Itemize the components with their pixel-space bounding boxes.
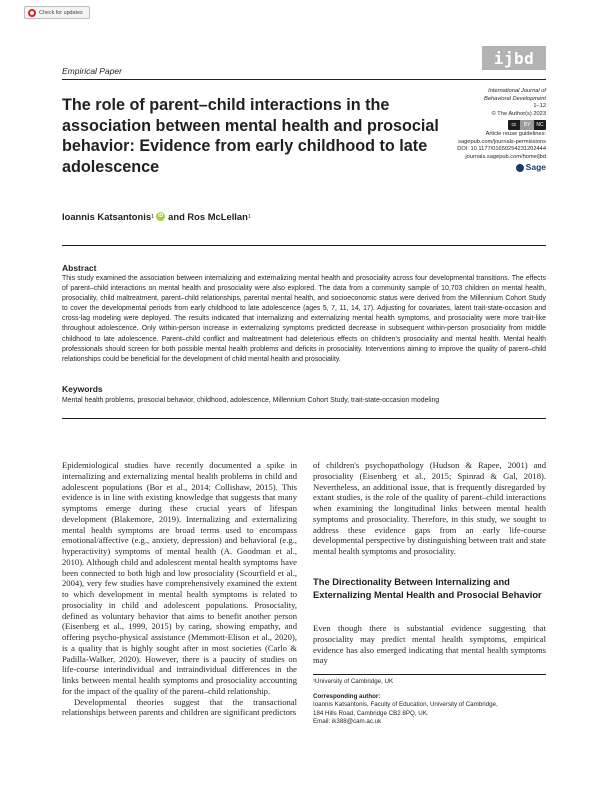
keywords-text: Mental health problems, prosocial behavior, childhood, adolescence, Millennium Cohort Study, trait-state-occasion modeling <box>62 397 440 404</box>
keywords-heading: Keywords <box>62 384 103 394</box>
corresponding-author-address: 184 Hills Road, Cambridge CB2 8PQ, UK. <box>313 709 429 717</box>
check-updates-label: Check for updates <box>39 9 83 16</box>
corresponding-author-email[interactable]: Email: ik388@cam.ac.uk <box>313 718 382 725</box>
author-1-affiliation: 1 <box>151 213 155 220</box>
footnotes <box>313 678 546 727</box>
doi[interactable]: DOI: 10.1177/01650254231202444 <box>457 146 546 153</box>
corresponding-author-line: Ioannis Katsantonis, Faculty of Education, University of Cambridge, <box>313 701 498 708</box>
journal-logo: ijbd <box>482 46 546 70</box>
article-meta <box>426 88 546 175</box>
cc-nc-icon-part: NC <box>534 120 546 130</box>
cc-icon-part: cc <box>508 120 520 130</box>
body-paragraph: of children's psychopathology (Hudson & Rapee, 2001) and prosociality (Eisenberg et al., 2015; Spinrad & Gal, 2018). Nevertheless, an additional issue, that is frequently disregarded by extant studies, is the role of the quality of parent–child interactions when examining the longitudinal links between mental health symptoms and prosociality. Therefore, in this study, we sought to address these evidence gaps from an early life-course developmental perspective by distinguishing between trait and state mental health symptoms and prosociality. <box>313 460 546 556</box>
section-heading: The Directionality Between Internalizing and Externalizing Mental Health and Prosocial Behavior <box>313 576 542 600</box>
author-2[interactable]: and Ros McLellan <box>168 211 248 222</box>
abstract-heading: Abstract <box>62 263 97 273</box>
author-line <box>62 211 251 222</box>
author-divider <box>62 245 546 246</box>
sage-logo <box>516 161 546 172</box>
footnote-divider <box>313 674 546 675</box>
sage-logo-text: Sage <box>525 161 546 172</box>
journal-name-line2: Behavioral Development <box>484 95 546 102</box>
check-for-updates-button[interactable] <box>24 6 90 19</box>
body-paragraph: Epidemiological studies have recently documented a spike in internalizing and externalizing mental health problems in child and adolescent populations (Bor et al., 2014; Collishaw, 2015). This evidence is in line with existing knowledge that suggests that many symptoms emerge during these crucial years of lifespan development (Blakemore, 2019). Internalizing and externalizing mental health symptoms are broad terms used to encompass emotional/affective (e.g., anxiety, depression) and behavioral (e.g., hyperactivity) symptoms of mental health (A. Goodman et al., 2010). Although child and adolescent mental health symptoms have been connected to both high and low prosociality (Scourfield et al., 2004), very few studies have comprehensively examined the extent to which development in mental health symptoms is related to prosociality in child and adolescent populations. Prosociality, defined as voluntary behavior that aims to benefit another person (Eisenberg et al., 1999, 2015) by caring, showing empathy, and offering psycho-physical assistance (Memmott-Elison et al., 2020), is a quality that is highly sought after in most societies (Carlo & Padilla-Walker, 2020). However, there is a paucity of studies on life-course interindividual and intraindividual differences in the links between mental health symptoms and prosociality accounting for the impact of the quality of the parent–child relationship. <box>62 460 297 696</box>
body-paragraph: Developmental theories suggest that the transactional relationships between parents and children are significant predictors <box>62 696 297 718</box>
body-paragraph: Even though there is substantial evidence suggesting that prosociality may predict mental health symptoms, empirical evidence has also emerged indicating that mental health symptoms may <box>313 623 546 666</box>
cc-license-icon[interactable] <box>508 120 546 130</box>
author-2-affiliation: 1 <box>247 213 251 220</box>
check-updates-icon <box>28 9 36 17</box>
corresponding-author-heading: Corresponding author: <box>313 692 381 700</box>
cc-by-icon-part: BY <box>520 120 534 130</box>
journal-name-line1: International Journal of <box>488 88 546 94</box>
header-divider <box>62 79 546 80</box>
journal-url[interactable]: journals.sagepub.com/home/jbd <box>465 153 546 160</box>
article-title: The role of parent–child interactions in the association between mental health and prosocial behavior: Evidence from early childhood to late adolescence <box>62 96 439 176</box>
copyright: © The Author(s) 2023 <box>491 111 546 118</box>
abstract-text: This study examined the association between internalizing and externalizing mental health and prosociality across four developmental transitions. The effects of parent–child interactions on mental health and prosociality were also explored. The data from a community sample of 10,703 children on mental health, prosociality, child maltreatment, parent–child relationships, parental mental health, and socioeconomic status were derived from the Millennium Cohort Study to cover the developmental periods from early childhood to late adolescence (ages 5, 7, 11, 14, 17). Adjusting for covariates, latent trait-state-occasion and cross-lag modeling were deployed. The results indicated that internalizing and externalizing mental health symptoms, and prosociality were more trait-like throughout adolescence. Only within-person increase in externalizing symptoms predicted decrease in subsequent within-person prosociality from middle childhood to late adolescence. Parent–child conflict and maltreatment had deleterious effects on children's prosociality and mental health. Mental health professionals should screen for both possible mental health problems and deficits in prosociality. Interventions aiming to improve the quality of parent–child relationships could be beneficial for the development of child mental health and prosociality. <box>62 275 546 363</box>
author-1[interactable]: Ioannis Katsantonis <box>62 211 152 222</box>
page-range: 1–12 <box>533 103 546 110</box>
body-column-right-lower <box>313 623 546 666</box>
body-column-right <box>313 460 546 557</box>
reuse-label: Article reuse guidelines: <box>485 130 546 137</box>
affiliation-footnote: ¹University of Cambridge, UK <box>313 678 394 685</box>
reuse-link[interactable]: sagepub.com/journals-permissions <box>458 138 546 145</box>
article-type-label: Empirical Paper <box>62 66 122 76</box>
body-column-left <box>62 460 297 718</box>
keywords-divider <box>62 418 546 419</box>
sage-logo-icon <box>516 164 524 172</box>
orcid-icon[interactable]: iD <box>158 213 164 219</box>
